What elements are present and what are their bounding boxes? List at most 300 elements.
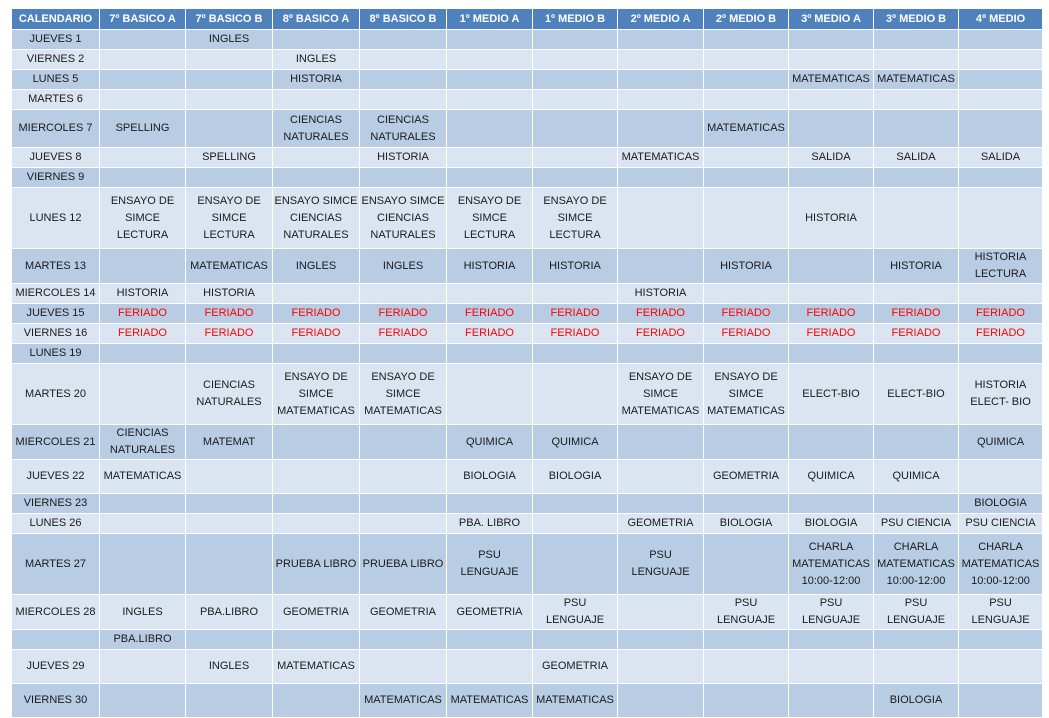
event-cell[interactable]: CIENCIAS NATURALES	[100, 425, 186, 460]
event-cell[interactable]: ENSAYO SIMCE CIENCIAS NATURALES	[273, 188, 360, 249]
date-cell[interactable]: MARTES 20	[12, 364, 100, 425]
table-row	[12, 249, 1043, 284]
event-cell[interactable]	[360, 460, 447, 494]
event-cell[interactable]	[959, 70, 1043, 90]
event-cell[interactable]	[447, 364, 533, 425]
date-cell[interactable]: MARTES 27	[12, 534, 100, 595]
event-cell[interactable]	[186, 514, 273, 534]
event-cell[interactable]	[360, 284, 447, 304]
event-cell[interactable]	[704, 425, 789, 460]
event-cell[interactable]	[273, 90, 360, 110]
event-cell[interactable]	[704, 90, 789, 110]
header-3-medio-a[interactable]: 3º MEDIO A	[789, 9, 874, 30]
event-cell[interactable]	[447, 148, 533, 168]
table-row	[12, 30, 1043, 50]
event-cell[interactable]	[959, 30, 1043, 50]
event-cell[interactable]: GEOMETRIA	[533, 650, 618, 684]
event-cell[interactable]: PSU LENGUAJE	[447, 534, 533, 595]
event-cell[interactable]: PSU LENGUAJE	[618, 534, 704, 595]
event-cell[interactable]: PRUEBA LIBRO	[360, 534, 447, 595]
event-cell[interactable]	[789, 494, 874, 514]
event-cell[interactable]	[273, 630, 360, 650]
event-cell[interactable]	[273, 494, 360, 514]
event-cell[interactable]	[100, 50, 186, 70]
event-cell[interactable]: FERIADO	[789, 304, 874, 324]
event-cell[interactable]: QUIMICA	[789, 460, 874, 494]
event-cell[interactable]: PSU CIENCIA	[959, 514, 1043, 534]
event-cell[interactable]: SALIDA	[959, 148, 1043, 168]
event-cell[interactable]	[100, 364, 186, 425]
event-cell[interactable]	[704, 50, 789, 70]
event-cell[interactable]	[100, 168, 186, 188]
event-cell[interactable]: FERIADO	[959, 324, 1043, 344]
header-3-medio-b[interactable]: 3º MEDIO B	[874, 9, 959, 30]
event-cell[interactable]	[186, 460, 273, 494]
event-cell[interactable]	[100, 494, 186, 514]
event-cell[interactable]	[789, 30, 874, 50]
event-cell[interactable]	[959, 50, 1043, 70]
event-cell[interactable]	[789, 684, 874, 718]
event-cell[interactable]	[618, 425, 704, 460]
event-cell[interactable]: SALIDA	[874, 148, 959, 168]
event-cell[interactable]: HISTORIA	[704, 249, 789, 284]
event-cell[interactable]: HISTORIA ELECT- BIO	[959, 364, 1043, 425]
event-cell[interactable]	[704, 70, 789, 90]
event-cell[interactable]	[618, 630, 704, 650]
event-cell[interactable]	[704, 534, 789, 595]
event-cell[interactable]: BIOLOGIA	[874, 684, 959, 718]
event-cell[interactable]	[618, 168, 704, 188]
event-cell[interactable]: SPELLING	[100, 110, 186, 148]
event-cell[interactable]	[447, 284, 533, 304]
event-cell[interactable]: ENSAYO DE SIMCE LECTURA	[186, 188, 273, 249]
event-cell[interactable]: MATEMATICAS	[704, 110, 789, 148]
header-2-medio-a[interactable]: 2º MEDIO A	[618, 9, 704, 30]
event-cell[interactable]: FERIADO	[273, 324, 360, 344]
event-cell[interactable]	[874, 494, 959, 514]
event-cell[interactable]	[959, 168, 1043, 188]
event-cell[interactable]	[533, 148, 618, 168]
event-cell[interactable]	[618, 460, 704, 494]
event-cell[interactable]	[186, 534, 273, 595]
event-cell[interactable]: HISTORIA	[618, 284, 704, 304]
event-cell[interactable]: MATEMATICAS	[360, 684, 447, 718]
event-cell[interactable]: FERIADO	[959, 304, 1043, 324]
event-cell[interactable]	[533, 344, 618, 364]
event-cell[interactable]: FERIADO	[533, 304, 618, 324]
event-cell[interactable]: FERIADO	[789, 324, 874, 344]
event-cell[interactable]: CHARLA MATEMATICAS 10:00-12:00	[874, 534, 959, 595]
table-row	[12, 534, 1043, 595]
event-cell[interactable]	[533, 630, 618, 650]
event-cell[interactable]	[100, 344, 186, 364]
event-cell[interactable]	[186, 90, 273, 110]
event-cell[interactable]	[100, 148, 186, 168]
event-cell[interactable]	[533, 90, 618, 110]
event-cell[interactable]	[874, 650, 959, 684]
event-cell[interactable]	[360, 90, 447, 110]
event-cell[interactable]	[360, 50, 447, 70]
event-cell[interactable]	[618, 344, 704, 364]
event-cell[interactable]	[447, 344, 533, 364]
event-cell[interactable]: FERIADO	[447, 304, 533, 324]
event-cell[interactable]: BIOLOGIA	[789, 514, 874, 534]
event-cell[interactable]: MATEMATICAS	[186, 249, 273, 284]
event-cell[interactable]: ELECT-BIO	[789, 364, 874, 425]
event-cell[interactable]: SALIDA	[789, 148, 874, 168]
event-cell[interactable]: PSU LENGUAJE	[874, 595, 959, 630]
event-cell[interactable]	[618, 494, 704, 514]
event-cell[interactable]	[100, 70, 186, 90]
date-cell[interactable]: LUNES 19	[12, 344, 100, 364]
event-cell[interactable]: ENSAYO DE SIMCE MATEMATICAS	[618, 364, 704, 425]
event-cell[interactable]	[360, 630, 447, 650]
event-cell[interactable]: FERIADO	[874, 304, 959, 324]
event-cell[interactable]	[273, 30, 360, 50]
date-cell[interactable]: LUNES 5	[12, 70, 100, 90]
event-cell[interactable]	[273, 460, 360, 494]
event-cell[interactable]: FERIADO	[360, 324, 447, 344]
event-cell[interactable]: ENSAYO DE SIMCE LECTURA	[100, 188, 186, 249]
event-cell[interactable]	[447, 50, 533, 70]
event-cell[interactable]: ENSAYO DE SIMCE LECTURA	[447, 188, 533, 249]
event-cell[interactable]: MATEMATICAS	[100, 460, 186, 494]
event-cell[interactable]: FERIADO	[100, 324, 186, 344]
event-cell[interactable]: MATEMATICAS	[874, 70, 959, 90]
event-cell[interactable]	[533, 284, 618, 304]
event-cell[interactable]	[959, 188, 1043, 249]
header-4-medio[interactable]: 4º MEDIO	[959, 9, 1043, 30]
event-cell[interactable]: INGLES	[100, 595, 186, 630]
event-cell[interactable]	[959, 650, 1043, 684]
event-cell[interactable]: ENSAYO DE SIMCE MATEMATICAS	[704, 364, 789, 425]
event-cell[interactable]	[533, 514, 618, 534]
event-cell[interactable]	[704, 684, 789, 718]
table-row	[12, 70, 1043, 90]
table-row	[12, 425, 1043, 460]
event-cell[interactable]	[618, 50, 704, 70]
event-cell[interactable]	[789, 425, 874, 460]
event-cell[interactable]	[447, 630, 533, 650]
event-cell[interactable]	[100, 30, 186, 50]
event-cell[interactable]: QUIMICA	[447, 425, 533, 460]
event-cell[interactable]: BIOLOGIA	[447, 460, 533, 494]
event-cell[interactable]	[959, 344, 1043, 364]
event-cell[interactable]: PSU LENGUAJE	[533, 595, 618, 630]
event-cell[interactable]	[874, 50, 959, 70]
event-cell[interactable]: FERIADO	[618, 324, 704, 344]
event-cell[interactable]	[100, 650, 186, 684]
event-cell[interactable]	[360, 425, 447, 460]
event-cell[interactable]: FERIADO	[186, 304, 273, 324]
event-cell[interactable]	[789, 344, 874, 364]
table-row	[12, 494, 1043, 514]
event-cell[interactable]	[360, 168, 447, 188]
event-cell[interactable]	[100, 684, 186, 718]
event-cell[interactable]	[704, 30, 789, 50]
header-7-basico-b[interactable]: 7º BASICO B	[186, 9, 273, 30]
event-cell[interactable]: BIOLOGIA	[959, 494, 1043, 514]
calendar-table	[11, 8, 1043, 718]
event-cell[interactable]	[186, 630, 273, 650]
event-cell[interactable]	[100, 534, 186, 595]
date-cell[interactable]: MIERCOLES 14	[12, 284, 100, 304]
event-cell[interactable]	[618, 70, 704, 90]
event-cell[interactable]	[533, 494, 618, 514]
header-1-medio-b[interactable]: 1º MEDIO B	[533, 9, 618, 30]
event-cell[interactable]: GEOMETRIA	[447, 595, 533, 630]
event-cell[interactable]	[186, 494, 273, 514]
event-cell[interactable]	[533, 110, 618, 148]
event-cell[interactable]: PBA.LIBRO	[100, 630, 186, 650]
event-cell[interactable]	[789, 50, 874, 70]
event-cell[interactable]: INGLES	[360, 249, 447, 284]
event-cell[interactable]	[100, 90, 186, 110]
date-cell[interactable]: VIERNES 23	[12, 494, 100, 514]
event-cell[interactable]: QUIMICA	[959, 425, 1043, 460]
event-cell[interactable]: CHARLA MATEMATICAS 10:00-12:00	[959, 534, 1043, 595]
event-cell[interactable]	[874, 188, 959, 249]
event-cell[interactable]	[618, 110, 704, 148]
event-cell[interactable]: FERIADO	[273, 304, 360, 324]
event-cell[interactable]	[704, 168, 789, 188]
event-cell[interactable]	[360, 650, 447, 684]
event-cell[interactable]: FERIADO	[874, 324, 959, 344]
event-cell[interactable]: PSU LENGUAJE	[959, 595, 1043, 630]
event-cell[interactable]: PSU LENGUAJE	[704, 595, 789, 630]
event-cell[interactable]	[959, 630, 1043, 650]
event-cell[interactable]	[704, 188, 789, 249]
header-row	[12, 9, 1043, 30]
event-cell[interactable]: INGLES	[186, 30, 273, 50]
event-cell[interactable]: ELECT-BIO	[874, 364, 959, 425]
event-cell[interactable]	[447, 650, 533, 684]
event-cell[interactable]	[360, 30, 447, 50]
event-cell[interactable]: HISTORIA	[186, 284, 273, 304]
event-cell[interactable]: HISTORIA	[447, 249, 533, 284]
date-cell[interactable]	[12, 630, 100, 650]
header-1-medio-a[interactable]: 1º MEDIO A	[447, 9, 533, 30]
event-cell[interactable]	[186, 110, 273, 148]
event-cell[interactable]	[273, 168, 360, 188]
date-cell[interactable]: JUEVES 15	[12, 304, 100, 324]
event-cell[interactable]	[447, 110, 533, 148]
event-cell[interactable]: GEOMETRIA	[618, 514, 704, 534]
event-cell[interactable]: CIENCIAS NATURALES	[360, 110, 447, 148]
date-cell[interactable]: VIERNES 9	[12, 168, 100, 188]
event-cell[interactable]: HISTORIA	[360, 148, 447, 168]
event-cell[interactable]: MATEMATICAS	[618, 148, 704, 168]
event-cell[interactable]: GEOMETRIA	[704, 460, 789, 494]
date-cell[interactable]: MIERCOLES 7	[12, 110, 100, 148]
date-cell[interactable]: JUEVES 1	[12, 30, 100, 50]
event-cell[interactable]	[618, 90, 704, 110]
event-cell[interactable]: GEOMETRIA	[360, 595, 447, 630]
event-cell[interactable]: QUIMICA	[533, 425, 618, 460]
event-cell[interactable]: FERIADO	[533, 324, 618, 344]
event-cell[interactable]	[533, 50, 618, 70]
event-cell[interactable]	[959, 284, 1043, 304]
event-cell[interactable]: ENSAYO SIMCE CIENCIAS NATURALES	[360, 188, 447, 249]
event-cell[interactable]	[618, 188, 704, 249]
event-cell[interactable]	[273, 425, 360, 460]
header-2-medio-b[interactable]: 2º MEDIO B	[704, 9, 789, 30]
event-cell[interactable]	[874, 110, 959, 148]
event-cell[interactable]	[273, 148, 360, 168]
event-cell[interactable]: QUIMICA	[874, 460, 959, 494]
event-cell[interactable]	[273, 284, 360, 304]
event-cell[interactable]: CIENCIAS NATURALES	[186, 364, 273, 425]
event-cell[interactable]: INGLES	[186, 650, 273, 684]
event-cell[interactable]	[704, 284, 789, 304]
event-cell[interactable]	[186, 50, 273, 70]
event-cell[interactable]: FERIADO	[618, 304, 704, 324]
event-cell[interactable]	[618, 30, 704, 50]
date-cell[interactable]: VIERNES 16	[12, 324, 100, 344]
event-cell[interactable]	[789, 650, 874, 684]
date-cell[interactable]: VIERNES 2	[12, 50, 100, 70]
event-cell[interactable]: HISTORIA	[874, 249, 959, 284]
event-cell[interactable]: HISTORIA	[273, 70, 360, 90]
event-cell[interactable]: FERIADO	[704, 304, 789, 324]
event-cell[interactable]: FERIADO	[704, 324, 789, 344]
event-cell[interactable]: INGLES	[273, 249, 360, 284]
header-8-basico-a[interactable]: 8º BASICO A	[273, 9, 360, 30]
event-cell[interactable]	[186, 70, 273, 90]
event-cell[interactable]: BIOLOGIA	[533, 460, 618, 494]
event-cell[interactable]	[100, 514, 186, 534]
event-cell[interactable]	[100, 249, 186, 284]
event-cell[interactable]	[789, 110, 874, 148]
event-cell[interactable]	[618, 684, 704, 718]
event-cell[interactable]	[360, 494, 447, 514]
event-cell[interactable]	[618, 650, 704, 684]
event-cell[interactable]	[273, 514, 360, 534]
event-cell[interactable]	[360, 70, 447, 90]
event-cell[interactable]	[704, 650, 789, 684]
event-cell[interactable]: CIENCIAS NATURALES	[273, 110, 360, 148]
date-cell[interactable]: MARTES 6	[12, 90, 100, 110]
event-cell[interactable]	[789, 284, 874, 304]
event-cell[interactable]: PBA.LIBRO	[186, 595, 273, 630]
event-cell[interactable]: ENSAYO DE SIMCE LECTURA	[533, 188, 618, 249]
event-cell[interactable]: GEOMETRIA	[273, 595, 360, 630]
calendar-body	[12, 30, 1043, 718]
event-cell[interactable]	[618, 595, 704, 630]
event-cell[interactable]: PSU LENGUAJE	[789, 595, 874, 630]
event-cell[interactable]	[704, 148, 789, 168]
event-cell[interactable]: MATEMATICAS	[789, 70, 874, 90]
event-cell[interactable]	[789, 168, 874, 188]
event-cell[interactable]	[789, 249, 874, 284]
event-cell[interactable]	[704, 494, 789, 514]
date-cell[interactable]: MARTES 13	[12, 249, 100, 284]
event-cell[interactable]	[874, 90, 959, 110]
event-cell[interactable]	[704, 344, 789, 364]
date-cell[interactable]: LUNES 12	[12, 188, 100, 249]
event-cell[interactable]: PRUEBA LIBRO	[273, 534, 360, 595]
event-cell[interactable]	[959, 684, 1043, 718]
event-cell[interactable]: FERIADO	[186, 324, 273, 344]
event-cell[interactable]: INGLES	[273, 50, 360, 70]
header-calendario[interactable]: CALENDARIO	[12, 9, 100, 30]
event-cell[interactable]	[186, 344, 273, 364]
event-cell[interactable]: MATEMATICAS	[447, 684, 533, 718]
event-cell[interactable]: PBA. LIBRO	[447, 514, 533, 534]
event-cell[interactable]: BIOLOGIA	[704, 514, 789, 534]
event-cell[interactable]: MATEMAT	[186, 425, 273, 460]
event-cell[interactable]	[789, 630, 874, 650]
date-cell[interactable]: VIERNES 30	[12, 684, 100, 718]
event-cell[interactable]	[447, 70, 533, 90]
table-row	[12, 284, 1043, 304]
event-cell[interactable]	[533, 364, 618, 425]
event-cell[interactable]	[533, 70, 618, 90]
table-row	[12, 514, 1043, 534]
date-cell[interactable]: JUEVES 22	[12, 460, 100, 494]
event-cell[interactable]: MATEMATICAS	[273, 650, 360, 684]
event-cell[interactable]: MATEMATICAS	[533, 684, 618, 718]
date-cell[interactable]: MIERCOLES 21	[12, 425, 100, 460]
event-cell[interactable]: HISTORIA LECTURA	[959, 249, 1043, 284]
event-cell[interactable]	[360, 344, 447, 364]
event-cell[interactable]	[874, 425, 959, 460]
event-cell[interactable]: CHARLA MATEMATICAS 10:00-12:00	[789, 534, 874, 595]
date-cell[interactable]: MIERCOLES 28	[12, 595, 100, 630]
event-cell[interactable]	[533, 30, 618, 50]
event-cell[interactable]: PSU CIENCIA	[874, 514, 959, 534]
event-cell[interactable]	[186, 168, 273, 188]
event-cell[interactable]: FERIADO	[447, 324, 533, 344]
event-cell[interactable]	[447, 90, 533, 110]
event-cell[interactable]: ENSAYO DE SIMCE MATEMATICAS	[360, 364, 447, 425]
event-cell[interactable]: ENSAYO DE SIMCE MATEMATICAS	[273, 364, 360, 425]
event-cell[interactable]	[533, 534, 618, 595]
header-7-basico-a[interactable]: 7º BASICO A	[100, 9, 186, 30]
table-row	[12, 344, 1043, 364]
event-cell[interactable]: HISTORIA	[100, 284, 186, 304]
event-cell[interactable]	[447, 494, 533, 514]
event-cell[interactable]	[874, 168, 959, 188]
event-cell[interactable]	[273, 684, 360, 718]
event-cell[interactable]	[447, 168, 533, 188]
event-cell[interactable]	[959, 110, 1043, 148]
event-cell[interactable]	[360, 514, 447, 534]
event-cell[interactable]: FERIADO	[100, 304, 186, 324]
date-cell[interactable]: JUEVES 8	[12, 148, 100, 168]
event-cell[interactable]	[874, 344, 959, 364]
date-cell[interactable]: LUNES 26	[12, 514, 100, 534]
event-cell[interactable]	[874, 284, 959, 304]
event-cell[interactable]	[273, 344, 360, 364]
event-cell[interactable]: HISTORIA	[533, 249, 618, 284]
event-cell[interactable]	[618, 249, 704, 284]
event-cell[interactable]: HISTORIA	[789, 188, 874, 249]
date-cell[interactable]: JUEVES 29	[12, 650, 100, 684]
event-cell[interactable]	[447, 30, 533, 50]
header-8-basico-b[interactable]: 8º BASICO B	[360, 9, 447, 30]
event-cell[interactable]	[959, 460, 1043, 494]
event-cell[interactable]	[874, 630, 959, 650]
event-cell[interactable]	[533, 168, 618, 188]
event-cell[interactable]: SPELLING	[186, 148, 273, 168]
event-cell[interactable]	[704, 630, 789, 650]
event-cell[interactable]	[959, 90, 1043, 110]
event-cell[interactable]	[789, 90, 874, 110]
event-cell[interactable]	[186, 684, 273, 718]
event-cell[interactable]: FERIADO	[360, 304, 447, 324]
event-cell[interactable]	[874, 30, 959, 50]
